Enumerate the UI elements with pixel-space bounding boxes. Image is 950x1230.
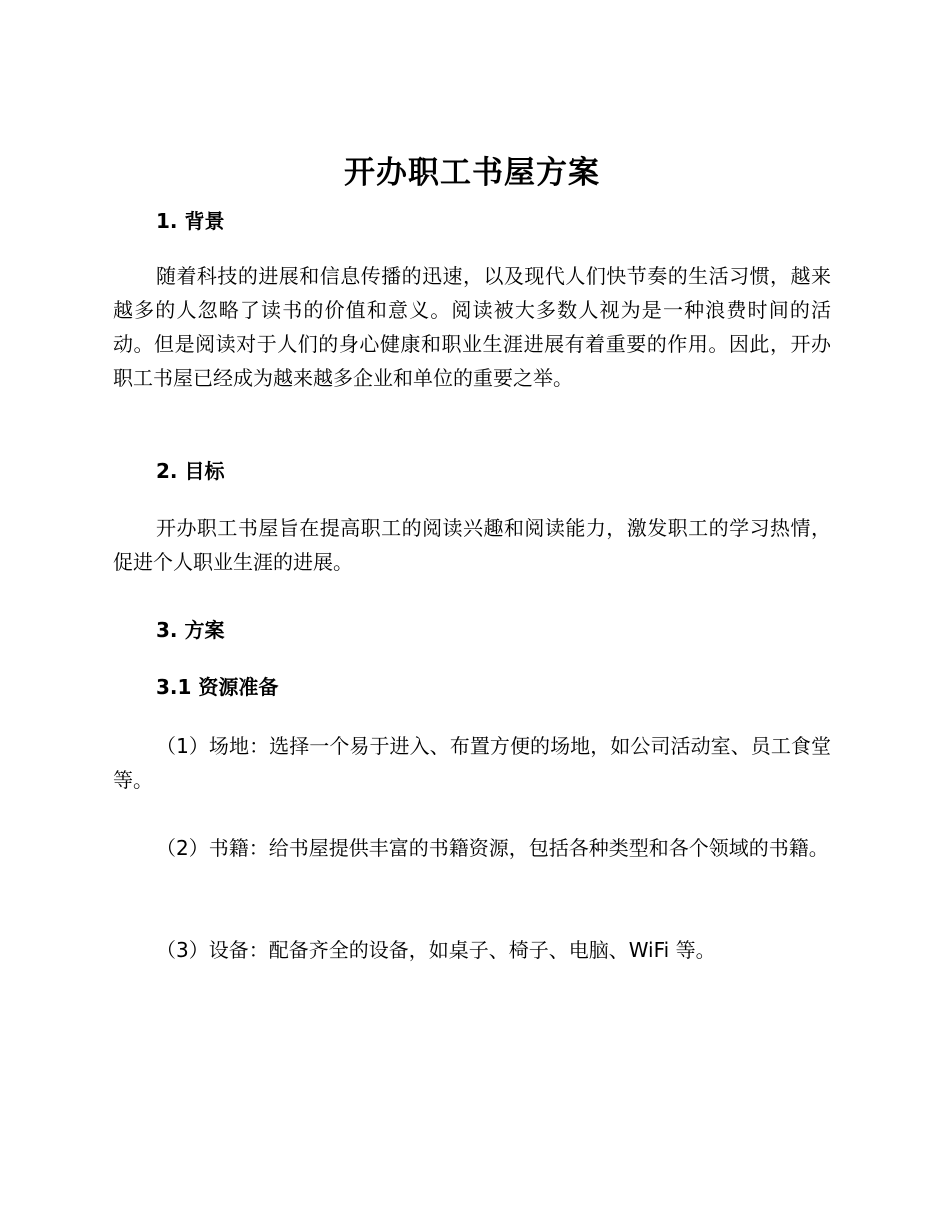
section-heading-plan: 3. 方案 [156, 618, 225, 642]
resource-item-books: （2）书籍：给书屋提供丰富的书籍资源，包括各种类型和各个领域的书籍。 [156, 836, 829, 860]
section-heading-background: 1. 背景 [156, 209, 225, 233]
resource-item-equipment: （3）设备：配备齐全的设备，如桌子、椅子、电脑、WiFi 等。 [156, 938, 716, 962]
background-paragraph: 随着科技的进展和信息传播的迅速，以及现代人们快节奏的生活习惯，越来越多的人忽略了读书的价值和意义。阅读被大多数人视为是一种浪费时间的活动。但是阅读对于人们的身心健康和职业生涯进展有着重要的作用。因此，开办职工书屋已经成为越来越多企业和单位的重要之举。 [113, 264, 831, 390]
document-title: 开办职工书屋方案 [344, 155, 600, 191]
resource-item-venue: （1）场地：选择一个易于进入、布置方便的场地，如公司活动室、员工食堂等。 [113, 734, 831, 792]
section-heading-goal: 2. 目标 [156, 459, 225, 483]
goal-paragraph: 开办职工书屋旨在提高职工的阅读兴趣和阅读能力，激发职工的学习热情，促进个人职业生涯的进展。 [113, 516, 831, 574]
section-heading-resource-preparation: 3.1 资源准备 [156, 675, 279, 699]
